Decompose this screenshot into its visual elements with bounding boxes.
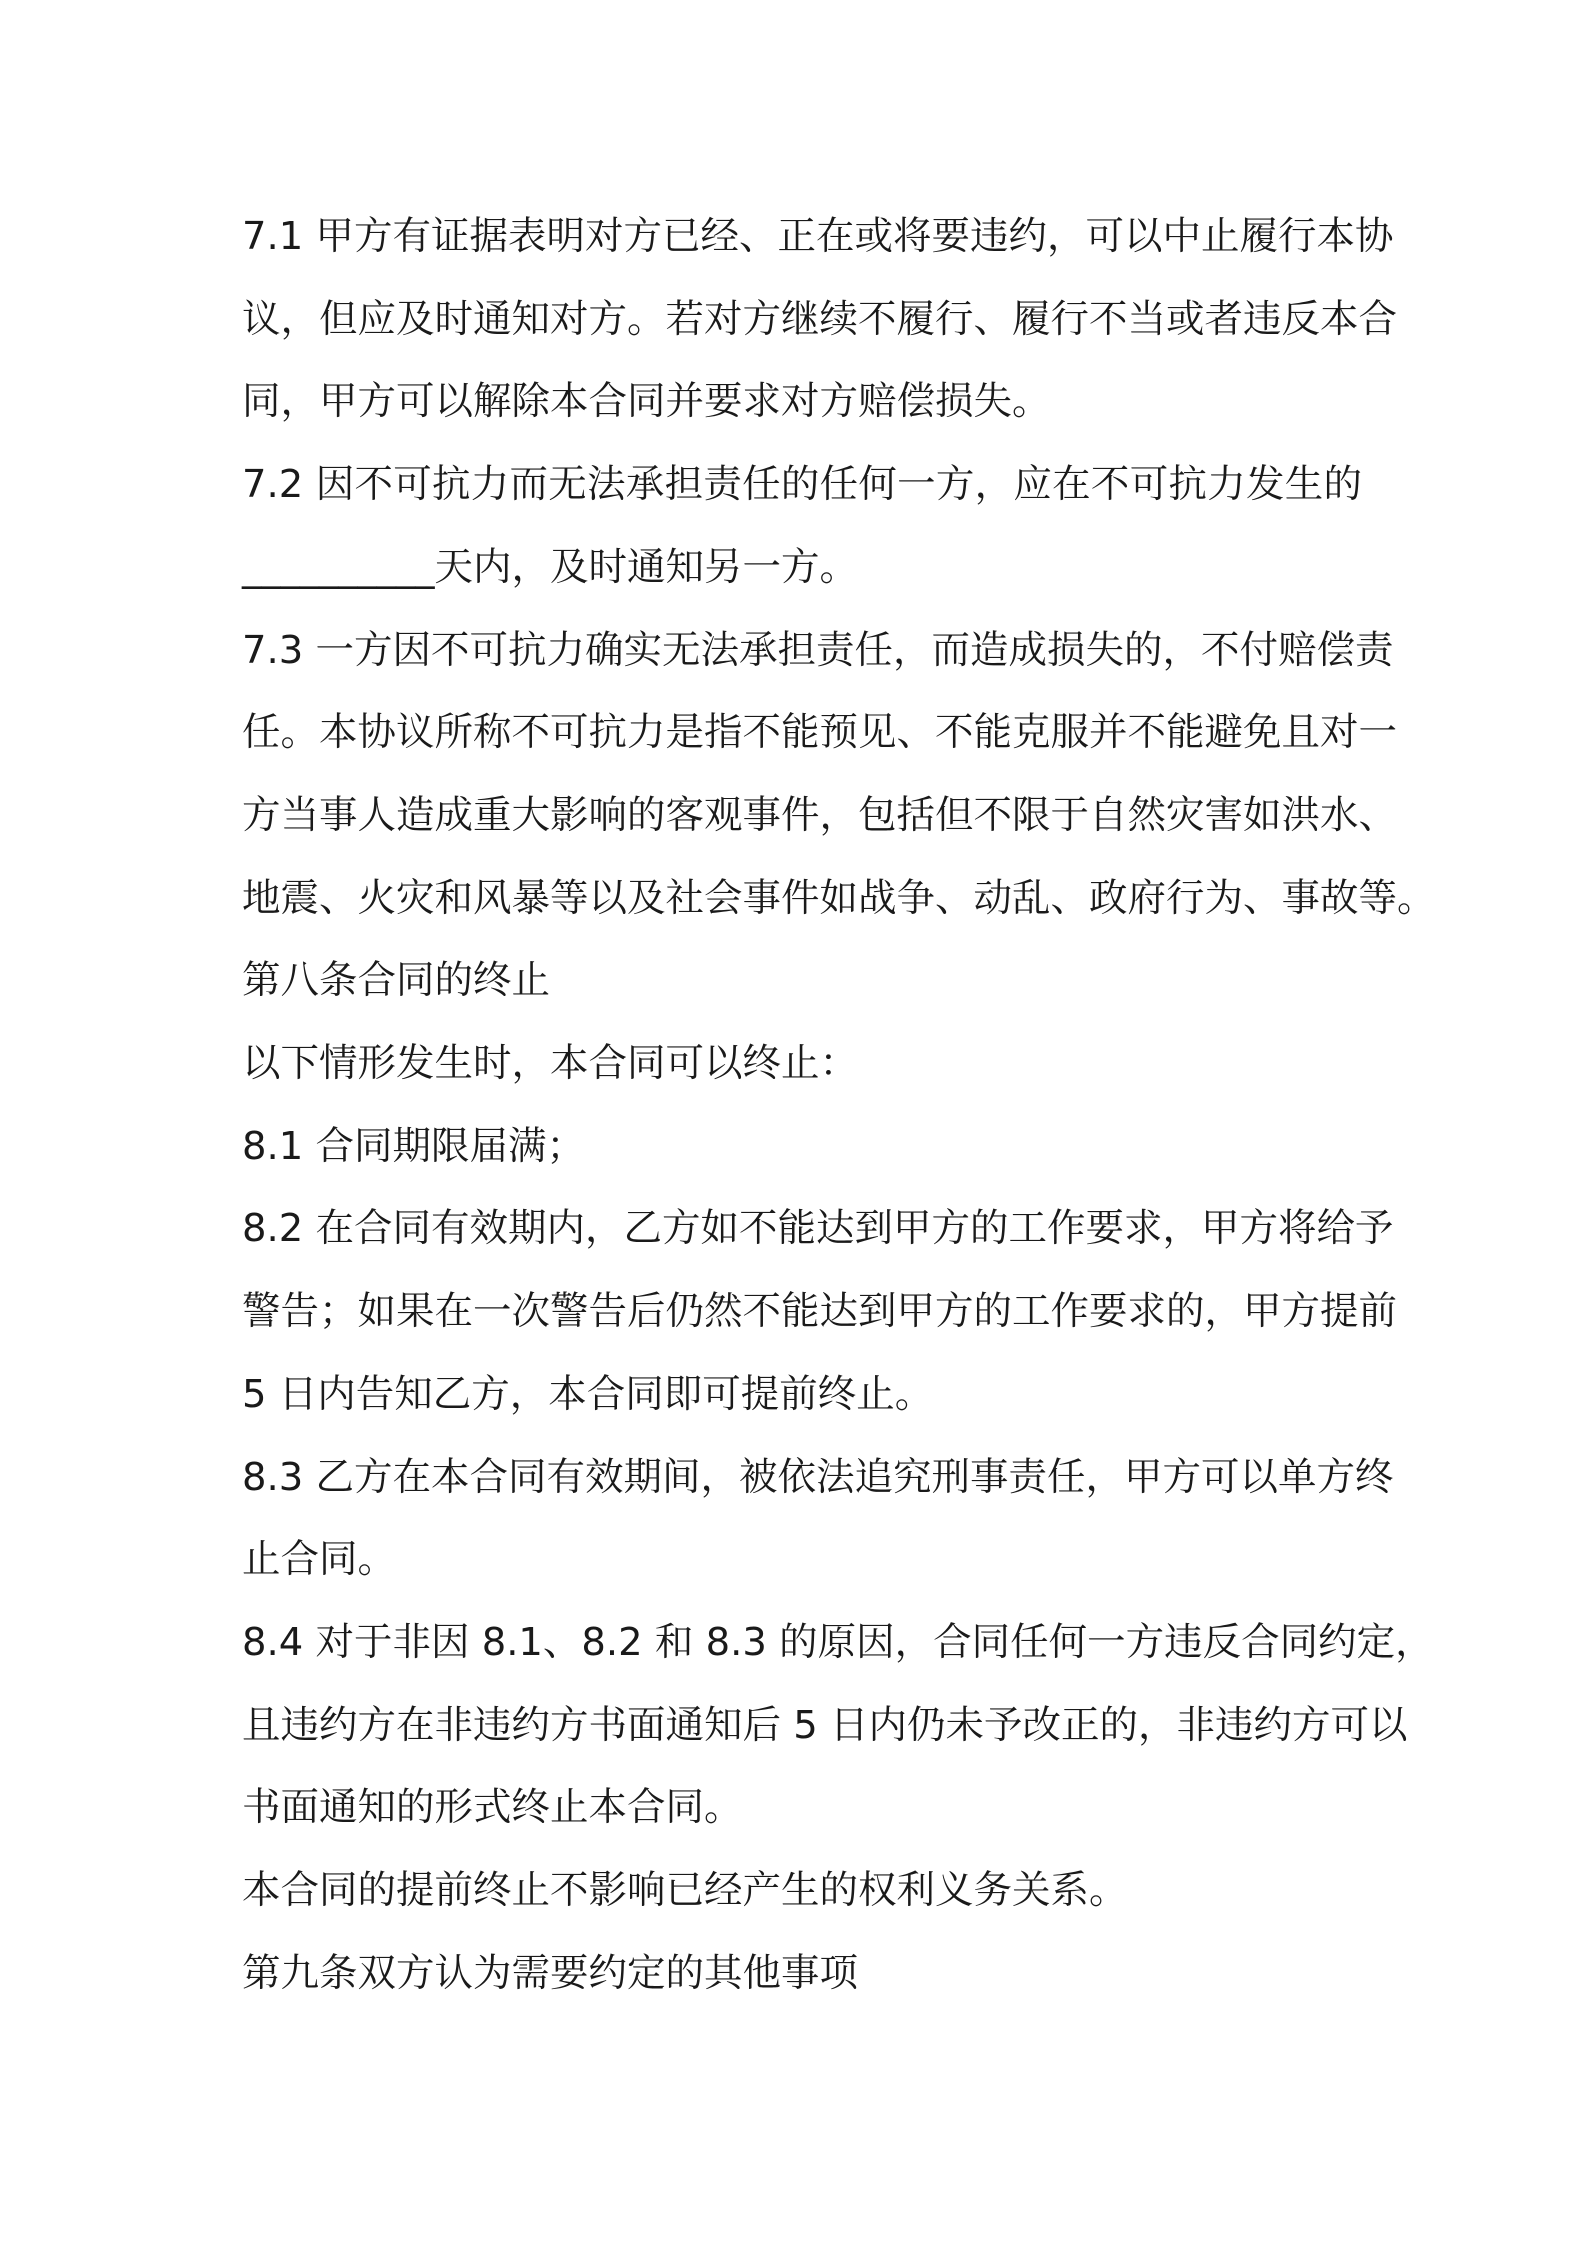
text-line: 同，甲方可以解除本合同并要求对方赔偿损失。 xyxy=(242,379,1051,425)
clause-7-3 xyxy=(242,610,1436,941)
clause-7-2 xyxy=(242,444,1362,609)
text-line: 书面通知的形式终止本合同。 xyxy=(242,1785,743,1831)
text-line: 8.2 在合同有效期内，乙方如不能达到甲方的工作要求，甲方将给予 xyxy=(242,1206,1394,1252)
text-line: 警告；如果在一次警告后仍然不能达到甲方的工作要求的，甲方提前 xyxy=(242,1289,1398,1335)
text-line: 8.4 对于非因 8.1、8.2 和 8.3 的原因，合同任何一方违反合同约定， xyxy=(242,1619,1434,1665)
text-line: 地震、火灾和风暴等以及社会事件如战争、动乱、政府行为、事故等。 xyxy=(242,875,1436,921)
text-line: 7.2 因不可抗力而无法承担责任的任何一方，应在不可抗力发生的 xyxy=(242,462,1362,508)
text-line: 且违约方在非违约方书面通知后 5 日内仍未予改正的，非违约方可以 xyxy=(242,1702,1408,1748)
text-line: __________天内，及时通知另一方。 xyxy=(242,544,859,590)
text-line: 8.3 乙方在本合同有效期间，被依法追究刑事责任，甲方可以单方终 xyxy=(242,1454,1394,1500)
text-line: 7.1 甲方有证据表明对方已经、正在或将要违约，可以中止履行本协 xyxy=(242,214,1394,259)
heading-text: 第八条合同的终止 xyxy=(242,958,551,1004)
text-line: 任。本协议所称不可抗力是指不能预见、不能克服并不能避免且对一 xyxy=(242,710,1398,756)
heading-text: 第九条双方认为需要约定的其他事项 xyxy=(242,1950,859,1996)
text-line: 议，但应及时通知对方。若对方继续不履行、履行不当或者违反本合 xyxy=(242,296,1398,342)
text-line: 本合同的提前终止不影响已经产生的权利义务关系。 xyxy=(242,1868,1128,1914)
clause-8-4 xyxy=(242,1602,1434,1850)
clause-8-1 xyxy=(242,1106,1362,1189)
text-line: 7.3 一方因不可抗力确实无法承担责任，而造成损失的，不付赔偿责 xyxy=(242,627,1394,673)
article-8-heading xyxy=(242,940,1362,1023)
article-8-closing xyxy=(242,1850,1362,1933)
text-line: 止合同。 xyxy=(242,1537,397,1583)
text-line: 5 日内告知乙方，本合同即可提前终止。 xyxy=(242,1371,934,1417)
clause-8-3 xyxy=(242,1437,1394,1602)
article-9-heading xyxy=(242,1933,1362,2016)
text-line: 以下情形发生时，本合同可以终止： xyxy=(242,1041,859,1087)
article-8-intro xyxy=(242,1023,1362,1106)
clause-7-1 xyxy=(242,196,1398,444)
clause-8-2 xyxy=(242,1188,1398,1436)
document-body xyxy=(242,196,1436,2015)
text-line: 8.1 合同期限届满； xyxy=(242,1123,585,1169)
text-line: 方当事人造成重大影响的客观事件，包括但不限于自然灾害如洪水、 xyxy=(242,792,1398,838)
